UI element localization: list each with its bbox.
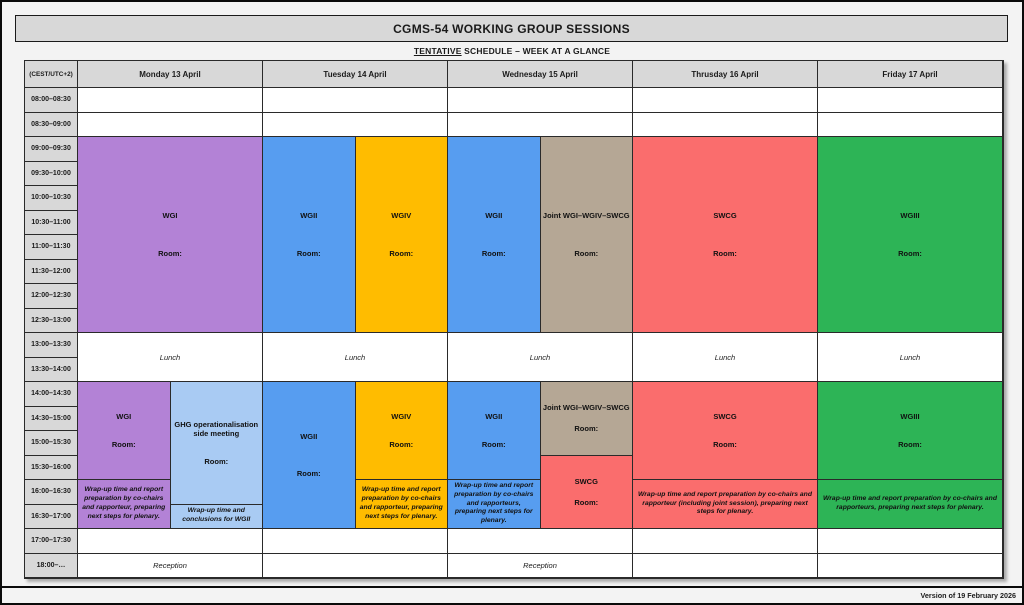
session-room-label: Room: bbox=[574, 497, 599, 507]
time-slot-label: 16:30–17:00 bbox=[25, 505, 78, 530]
empty-cell bbox=[633, 554, 818, 579]
session-room-label: Room: bbox=[574, 248, 599, 258]
empty-cell bbox=[818, 113, 1003, 138]
empty-cell bbox=[78, 88, 263, 113]
session-thu-swcg-pm bbox=[633, 382, 818, 480]
session-title: Joint WGI–WGIV–SWCG bbox=[542, 211, 630, 221]
session-room-label: Room: bbox=[296, 469, 321, 479]
session-wed-wgii-am bbox=[448, 137, 541, 333]
time-slot-label: 09:30–10:00 bbox=[25, 162, 78, 187]
reception-cell: Reception bbox=[78, 554, 263, 579]
time-slot-label: 15:30–16:00 bbox=[25, 456, 78, 481]
empty-cell bbox=[263, 113, 448, 138]
session-title: WGIII bbox=[900, 211, 920, 221]
time-slot-label: 14:30–15:00 bbox=[25, 407, 78, 432]
session-mon-wgi-pm bbox=[78, 382, 171, 480]
empty-cell bbox=[263, 529, 448, 554]
wrapup-fri-wgiii-wrap: Wrap-up time and report preparation by co-chairs and rapporteurs, preparing next steps for plenary. bbox=[818, 480, 1003, 529]
page-subtitle bbox=[2, 46, 1022, 56]
session-room-label: Room: bbox=[713, 439, 737, 449]
session-wed-swcg-pm bbox=[541, 456, 634, 530]
session-room-label: Room: bbox=[713, 248, 737, 258]
session-title: WGII bbox=[485, 211, 503, 221]
empty-cell bbox=[263, 88, 448, 113]
session-tue-wgiv-pm bbox=[356, 382, 449, 480]
time-slot-label: 13:30–14:00 bbox=[25, 358, 78, 383]
time-slot-label: 10:00–10:30 bbox=[25, 186, 78, 211]
session-room-label: Room: bbox=[158, 248, 182, 258]
session-title: WGI bbox=[162, 211, 178, 221]
session-title: WGI bbox=[116, 412, 132, 422]
lunch-cell: Lunch bbox=[78, 333, 263, 382]
time-slot-label: 08:00–08:30 bbox=[25, 88, 78, 113]
session-title: SWCG bbox=[713, 412, 737, 422]
session-thu-swcg-am bbox=[633, 137, 818, 333]
time-slot-label: 14:00–14:30 bbox=[25, 382, 78, 407]
wrapup-mon-wgi-wrap: Wrap-up time and report preparation by co-chairs and rapporteur, preparing next steps for plenary. bbox=[78, 480, 171, 529]
time-slot-label: 11:00–11:30 bbox=[25, 235, 78, 260]
session-title: WGIV bbox=[391, 412, 412, 422]
session-fri-wgiii-am bbox=[818, 137, 1003, 333]
session-mon-ghg-pm bbox=[171, 382, 264, 505]
empty-cell bbox=[448, 88, 633, 113]
page-title bbox=[15, 15, 1008, 42]
day-header-1: Tuesday 14 April bbox=[263, 61, 448, 88]
session-room-label: Room: bbox=[204, 456, 229, 466]
session-tue-wgii-am bbox=[263, 137, 356, 333]
session-title: WGII bbox=[485, 412, 503, 422]
empty-cell bbox=[263, 554, 448, 579]
session-tue-wgii-pm bbox=[263, 382, 356, 529]
empty-cell bbox=[633, 88, 818, 113]
schedule-grid bbox=[24, 60, 1004, 579]
empty-cell bbox=[78, 113, 263, 138]
session-title: SWCG bbox=[713, 211, 737, 221]
session-room-label: Room: bbox=[481, 439, 506, 449]
time-slot-label: 12:00–12:30 bbox=[25, 284, 78, 309]
session-wed-wgii-pm bbox=[448, 382, 541, 480]
session-room-label: Room: bbox=[111, 439, 136, 449]
session-title: WGIII bbox=[900, 412, 920, 422]
wrapup-wed-wgii-wrap: Wrap-up time and report preparation by co-chairs and rapporteurs, preparing next steps for plenary. bbox=[448, 480, 541, 529]
session-title: WGII bbox=[300, 211, 318, 221]
lunch-cell: Lunch bbox=[633, 333, 818, 382]
empty-cell bbox=[818, 529, 1003, 554]
session-title: WGII bbox=[300, 431, 318, 441]
session-fri-wgiii-pm bbox=[818, 382, 1003, 480]
session-title: Joint WGI–WGIV–SWCG bbox=[542, 403, 630, 413]
empty-cell bbox=[818, 88, 1003, 113]
session-title: SWCG bbox=[574, 476, 598, 486]
session-room-label: Room: bbox=[574, 424, 599, 434]
time-slot-label: 18:00–… bbox=[25, 554, 78, 579]
time-slot-label: 11:30–12:00 bbox=[25, 260, 78, 285]
session-room-label: Room: bbox=[898, 439, 922, 449]
page-title-text: CGMS-54 WORKING GROUP SESSIONS bbox=[393, 21, 630, 36]
session-room-label: Room: bbox=[389, 439, 414, 449]
session-room-label: Room: bbox=[296, 248, 321, 258]
session-mon-wgi-am bbox=[78, 137, 263, 333]
time-slot-label: 16:00–16:30 bbox=[25, 480, 78, 505]
time-slot-label: 09:00–09:30 bbox=[25, 137, 78, 162]
reception-cell: Reception bbox=[448, 554, 633, 579]
session-title: WGIV bbox=[391, 211, 412, 221]
lunch-cell: Lunch bbox=[818, 333, 1003, 382]
time-slot-label: 15:00–15:30 bbox=[25, 431, 78, 456]
lunch-cell: Lunch bbox=[448, 333, 633, 382]
time-zone-header: (CEST/UTC+2) bbox=[25, 61, 78, 88]
subtitle-tentative: TENTATIVE bbox=[413, 46, 462, 56]
session-room-label: Room: bbox=[481, 248, 506, 258]
empty-cell bbox=[818, 554, 1003, 579]
wrapup-tue-wgiv-wrap: Wrap-up time and report preparation by co-chairs and rapporteur, preparing next steps for plenary. bbox=[356, 480, 449, 529]
session-wed-joint-pm bbox=[541, 382, 634, 456]
day-header-0: Monday 13 April bbox=[78, 61, 263, 88]
time-slot-label: 17:00–17:30 bbox=[25, 529, 78, 554]
day-header-2: Wednesday 15 April bbox=[448, 61, 633, 88]
empty-cell bbox=[633, 113, 818, 138]
time-slot-label: 13:00–13:30 bbox=[25, 333, 78, 358]
subtitle-rest: SCHEDULE – WEEK AT A GLANCE bbox=[461, 46, 611, 56]
lunch-cell: Lunch bbox=[263, 333, 448, 382]
session-tue-wgiv-am bbox=[356, 137, 449, 333]
session-wed-joint-am bbox=[541, 137, 634, 333]
wrapup-thu-swcg-wrap: Wrap-up time and report preparation by co-chairs and rapporteur (including joint session), preparing next steps for plenary. bbox=[633, 480, 818, 529]
session-room-label: Room: bbox=[389, 248, 414, 258]
empty-cell bbox=[448, 529, 633, 554]
empty-cell bbox=[633, 529, 818, 554]
empty-cell bbox=[78, 529, 263, 554]
version-note: Version of 19 February 2026 bbox=[920, 591, 1016, 600]
session-room-label: Room: bbox=[898, 248, 922, 258]
day-header-4: Friday 17 April bbox=[818, 61, 1003, 88]
wrapup-mon-ghg-wrap: Wrap-up time and conclusions for WGII bbox=[171, 505, 264, 530]
day-header-3: Thrusday 16 April bbox=[633, 61, 818, 88]
time-slot-label: 12:30–13:00 bbox=[25, 309, 78, 334]
time-slot-label: 08:30–09:00 bbox=[25, 113, 78, 138]
bottom-divider bbox=[2, 586, 1022, 588]
time-slot-label: 10:30–11:00 bbox=[25, 211, 78, 236]
session-title: GHG operationalisation side meeting bbox=[174, 419, 259, 439]
empty-cell bbox=[448, 113, 633, 138]
